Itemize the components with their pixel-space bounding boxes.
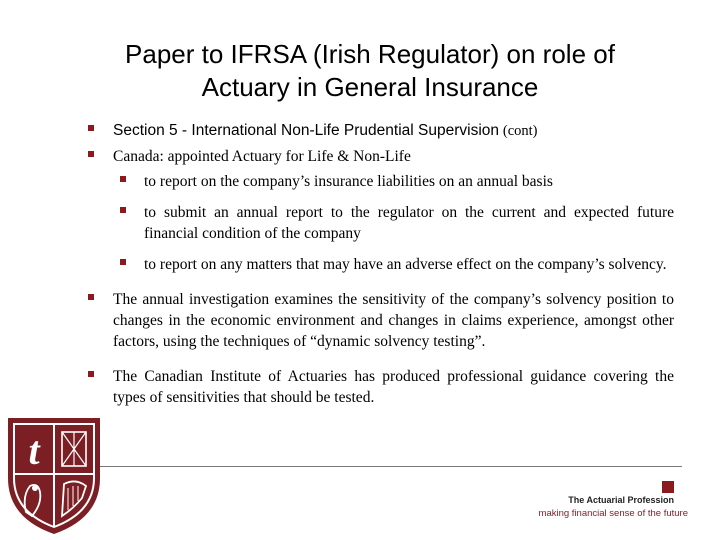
bullet-list bbox=[88, 120, 674, 408]
slide-title bbox=[70, 38, 670, 104]
bullet-text: to submit an annual report to the regulator on the current and expected future financial condition of the company bbox=[144, 204, 674, 242]
bullet-square-icon bbox=[88, 151, 94, 157]
bullet-text: The annual investigation examines the sensitivity of the company’s solvency position to changes in the economic environment and changes in claims experience, amongst other factors, using the techniques of “dynamic solvency testing”. bbox=[113, 291, 674, 350]
bullet-canada bbox=[88, 146, 674, 167]
bullet-text: to report on the company’s insurance liabilities on an annual basis bbox=[144, 173, 553, 190]
bullet-annual-investigation bbox=[88, 289, 674, 352]
bullet-text: Section 5 - International Non-Life Prudential Supervision bbox=[113, 122, 500, 139]
bullet-square-icon bbox=[88, 371, 94, 377]
title-line-1: Paper to IFRSA (Irish Regulator) on role of bbox=[125, 39, 615, 69]
logo-tagline: making financial sense of the future bbox=[538, 508, 688, 519]
bullet-square-icon bbox=[120, 259, 126, 265]
bullet-section-5 bbox=[88, 120, 674, 142]
bullet-text: The Canadian Institute of Actuaries has produced professional guidance covering the types of sensitivities that should be tested. bbox=[113, 368, 674, 406]
svg-text:t: t bbox=[28, 428, 40, 473]
bullet-cont-label: (cont) bbox=[502, 123, 538, 139]
crest-logo-icon bbox=[2, 412, 106, 538]
sub-bullet-adverse-matters bbox=[88, 254, 674, 275]
logo-org-name: The Actuarial Profession bbox=[568, 495, 674, 505]
bullet-square-icon bbox=[120, 207, 126, 213]
sub-bullet-liabilities bbox=[88, 171, 674, 192]
bullet-square-icon bbox=[88, 125, 94, 131]
bullet-text: Canada: appointed Actuary for Life & Non-Life bbox=[113, 148, 411, 165]
bullet-square-icon bbox=[120, 176, 126, 182]
title-line-2: Actuary in General Insurance bbox=[201, 72, 539, 102]
footer-divider bbox=[80, 466, 682, 467]
bullet-square-icon bbox=[88, 294, 94, 300]
sub-bullet-annual-report bbox=[88, 202, 674, 244]
bullet-cia-guidance bbox=[88, 366, 674, 408]
logo-square-icon bbox=[662, 481, 674, 493]
bullet-text: to report on any matters that may have an adverse effect on the company’s solvency. bbox=[144, 256, 667, 273]
